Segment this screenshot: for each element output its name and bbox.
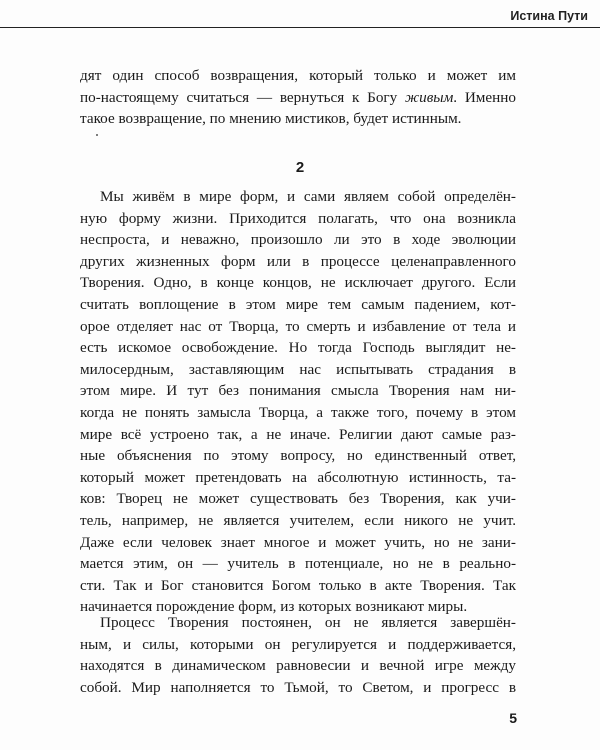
para1-line: неспроста, и неважно, произошло ли это в ходе эволюции [80,231,516,249]
running-title [500,8,590,24]
para1-line: начинается порождение форм, из которых возникают миры. [80,598,468,616]
para1-line: орое отделяет нас от Творца, то смерть и избавление от тела и [80,317,516,335]
para1-line: мается этим, он — учитель в потенциале, но не в реально- [80,555,516,573]
para1-line: милосердным, заставляющим нас испытывать страдания в [80,360,516,378]
para1-line: других жизненных форм или в процессе целенаправленного [80,252,516,270]
intro-line-2-text: по-настоящему считаться — вернуться к Богу [80,88,405,106]
page-number: 5 [509,710,517,726]
intro-line-2 [80,87,516,109]
para2-line: собой. Мир наполняется то Тьмой, то Светом, и прогресс в [80,678,516,696]
para1-line: мире всё устроено так, а не иначе. Религии дают самые раз- [80,425,516,443]
intro-line-3: такое возвращение, по мнению мистиков, будет истинным. [80,110,462,128]
para1-line: считать воплощение в этом мире тем самым падением, кот- [80,295,516,313]
paragraph-1 [80,186,516,618]
intro-line-1: дят один способ возвращения, который только и может им [80,67,516,84]
para2-line: ным, и силы, которыми он регулируется и поддерживается, [80,635,516,653]
print-speck [96,134,98,136]
para1-line: сти. Так и Бог становится Богом только в акте Творения. Так [80,576,516,594]
para1-line: Творения. Одно, в конце концов, не исключает другого. Если [80,274,516,292]
para1-line: ную форму жизни. Приходится полагать, что она возникла [80,209,516,227]
intro-line-2-tail: . Именно [453,88,516,106]
para1-line: ков: Творец не может существовать без Творения, как учи- [80,490,516,508]
running-header [0,0,600,46]
para1-line: ные объяснения по этому вопросу, но единственный ответ, [80,447,516,465]
intro-emphasis: живым [404,88,454,106]
section-number: 2 [295,159,305,176]
para1-line: этом мире. И тут без понимания смысла Творения нам ни- [80,382,516,400]
header-rule [0,27,600,28]
para1-line: есть искомое освобождение. Но тогда Господь выглядит не- [80,339,516,357]
para1-line: Мы живём в мире форм, и сами являем собой определён- [100,188,516,205]
para1-line: когда не понять замысла Творца, а также того, почему в этом [80,403,516,421]
intro-paragraph [80,65,516,130]
paragraph-2 [80,612,516,698]
para2-line: Процесс Творения постоянен, он не является завершён- [100,614,516,631]
para1-line: который может претендовать на абсолютную истинность, та- [80,468,516,486]
para1-line: тель, например, не является учителем, если никого не учит. [80,511,516,529]
running-title-text: Истина Пути [510,9,588,23]
para2-line: находятся в динамическом равновесии и вечной игре между [80,657,516,675]
para1-line: Даже если человек знает многое и может учить, но не зани- [80,533,516,551]
